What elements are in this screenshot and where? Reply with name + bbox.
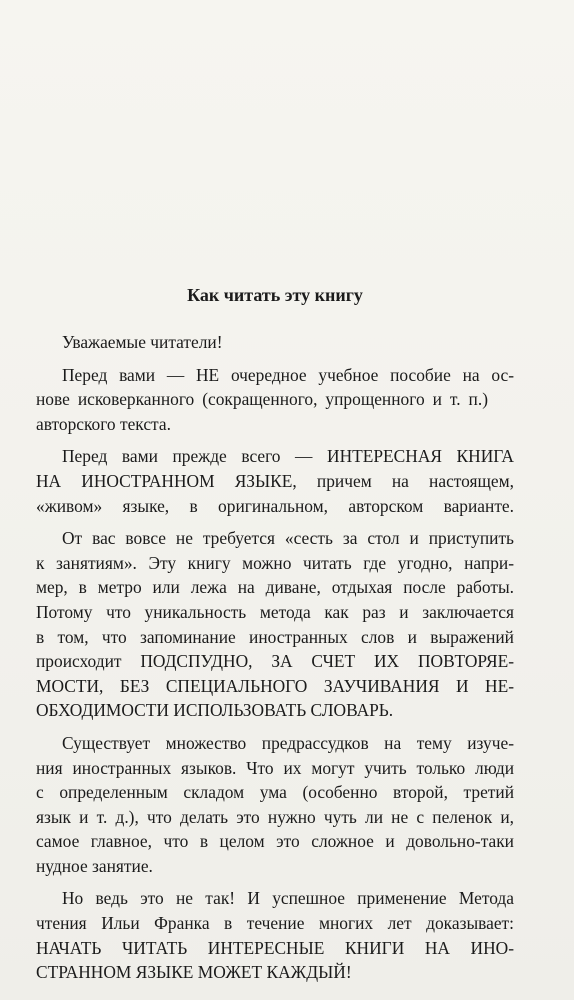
- chapter-title: Как читать эту книгу: [187, 285, 363, 305]
- paragraph-3: [36, 444, 514, 518]
- text-line: Уважаемые читатели!: [62, 332, 223, 352]
- text-line: чтения Ильи Франка в течение многих лет доказывает:: [36, 913, 514, 934]
- text-line: Существует множество предрассудков на тему изуче-: [62, 732, 514, 753]
- text-line: Перед вами прежде всего — ИНТЕРЕСНАЯ КНИГА: [62, 446, 514, 467]
- text-line: нове исковерканного (сокращенного, упрощенного и т. п.): [36, 389, 488, 410]
- page-body: [36, 282, 514, 993]
- text-line: нудное занятие.: [36, 855, 153, 876]
- text-line: НА ИНОСТРАННОМ ЯЗЫКЕ, причем на настоящем,: [36, 470, 514, 491]
- text-line: НАЧАТЬ ЧИТАТЬ ИНТЕРЕСНЫЕ КНИГИ НА ИНО-: [36, 937, 514, 958]
- paragraph-6: [36, 886, 514, 984]
- text-line: МОСТИ, БЕЗ СПЕЦИАЛЬНОГО ЗАУЧИВАНИЯ И НЕ-: [36, 675, 514, 696]
- text-line: в том, что запоминание иностранных слов и выражений: [36, 626, 514, 647]
- paragraph-4: [36, 526, 514, 723]
- paragraph-2: [36, 363, 514, 437]
- text-line: Потому что уникальность метода как раз и заключается: [36, 601, 514, 622]
- paragraph-5: [36, 731, 514, 879]
- text-line: От вас вовсе не требуется «сесть за стол и приступить: [62, 528, 514, 549]
- text-line: мер, в метро или лежа на диване, отдыхая после работы.: [36, 577, 514, 598]
- text-line: с определенным складом ума (особенно второй, третий: [36, 782, 514, 803]
- text-line: Но ведь это не так! И успешное применение Метода: [62, 888, 514, 909]
- text-line: к занятиям». Эту книгу можно читать где угодно, напри-: [36, 552, 514, 573]
- text-line: авторского текста.: [36, 413, 171, 434]
- text-line: ОБХОДИМОСТИ ИСПОЛЬЗОВАТЬ СЛОВАРЬ.: [36, 700, 394, 721]
- text-line: язык и т. д.), что делать это нужно чуть ли не с пеленок и,: [36, 806, 514, 827]
- text-line: СТРАННОМ ЯЗЫКЕ МОЖЕТ КАЖДЫЙ!: [36, 962, 352, 983]
- text-line: ния иностранных языков. Что их могут учить только люди: [36, 757, 514, 778]
- text-line: самое главное, что в целом это сложное и довольно-таки: [36, 831, 514, 852]
- paragraph-1: [36, 330, 514, 355]
- text-line: Перед вами — НЕ очередное учебное пособие на ос-: [62, 364, 514, 385]
- text-line: «живом» языке, в оригинальном, авторском варианте.: [36, 495, 514, 516]
- text-line: происходит ПОДСПУДНО, ЗА СЧЕТ ИХ ПОВТОРЯЕ-: [36, 651, 514, 672]
